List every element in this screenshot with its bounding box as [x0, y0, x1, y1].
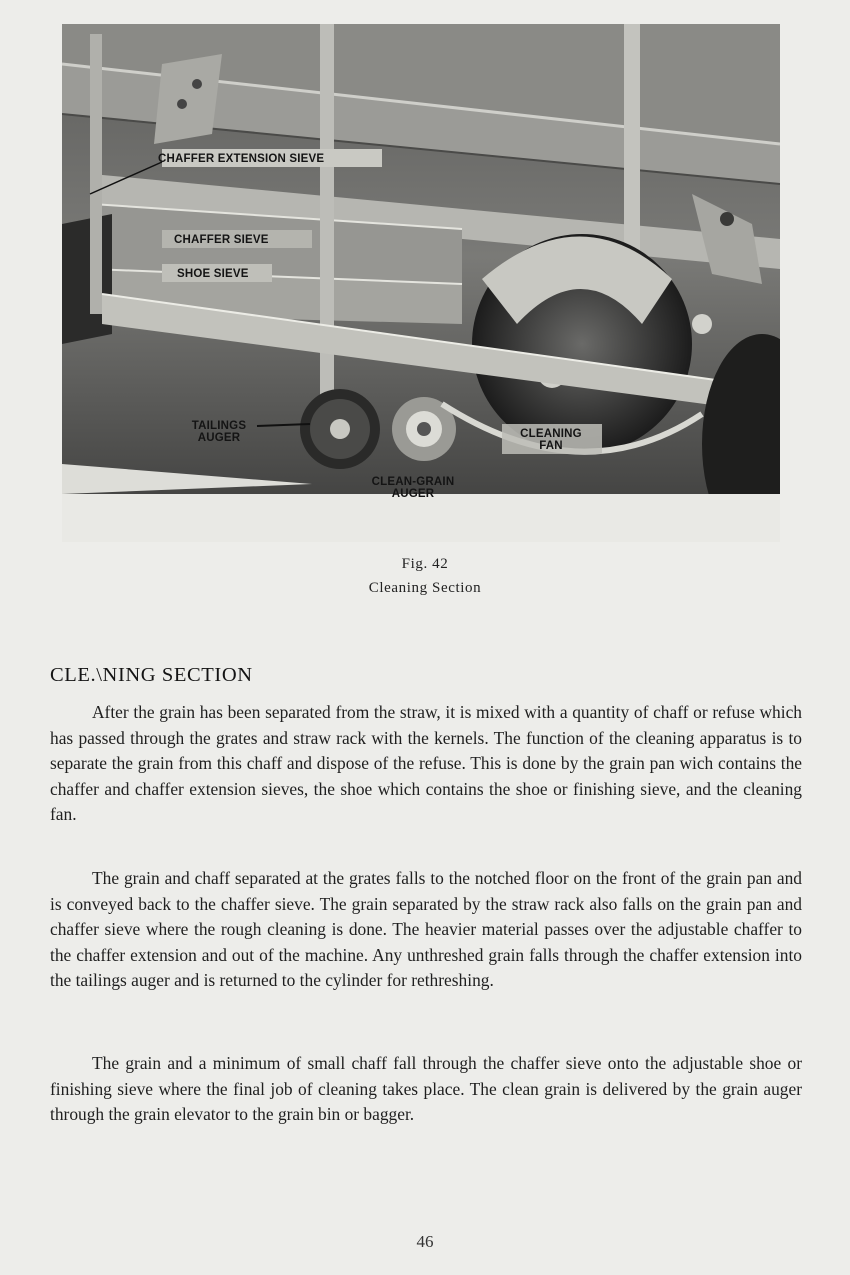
label-clean-grain-auger-line1: CLEAN-GRAIN — [371, 476, 455, 488]
label-chaffer-sieve: CHAFFER SIEVE — [174, 234, 269, 246]
page-number: 46 — [416, 1232, 434, 1251]
label-cleaning-fan-line2: FAN — [539, 440, 563, 452]
section-heading: CLE.\NING SECTION — [50, 664, 253, 686]
paragraph-2-text: The grain and chaff separated at the grates falls to the notched floor on the front of the grain pan and is conveyed back to the chaffer sieve. The grain separated by the straw rack also falls on the grain pan and chaffer sieve where the rough cleaning is done. The heavier material passes over the adjustable chaffer to the chaffer extension and out of the machine. Any unthreshed grain falls through the chaffer extension into the tailings auger and is returned to the cylinder for rethreshing. — [50, 868, 802, 990]
label-clean-grain-auger — [358, 476, 468, 500]
label-tailings-auger — [184, 420, 254, 444]
figure-caption: Cleaning Section — [368, 580, 482, 596]
cleaning-section-photo — [62, 24, 780, 542]
paragraph-3 — [50, 1051, 802, 1128]
label-tailings-auger-line2: AUGER — [197, 432, 241, 444]
figure-number: Fig. 42 — [401, 556, 449, 572]
paragraph-2 — [50, 866, 802, 994]
label-chaffer-extension-sieve: CHAFFER EXTENSION SIEVE — [158, 153, 325, 165]
paragraph-1-text: After the grain has been separated from the straw, it is mixed with a quantity of chaff or refuse which has passed through the grates and straw rack with the kernels. The function of the cleaning apparatus is to separate the grain from this chaff and dispose of the refuse. This is done by the grain pan wich contains the chaffer and chaffer extension sieves, the shoe which contains the shoe or finishing sieve, and the cleaning fan. — [50, 702, 802, 824]
label-tailings-auger-line1: TAILINGS — [191, 420, 247, 432]
paragraph-1 — [50, 700, 802, 828]
paragraph-3-text: The grain and a minimum of small chaff fall through the chaffer sieve onto the adjustable shoe or finishing sieve where the final job of cleaning takes place. The clean grain is delivered by the grain auger through the grain elevator to the grain bin or bagger. — [50, 1053, 802, 1124]
label-shoe-sieve: SHOE SIEVE — [177, 268, 249, 280]
label-cleaning-fan-line1: CLEANING — [520, 428, 582, 440]
label-cleaning-fan — [506, 428, 596, 452]
label-clean-grain-auger-line2: AUGER — [391, 488, 435, 500]
machine-photo-illustration — [62, 24, 780, 542]
